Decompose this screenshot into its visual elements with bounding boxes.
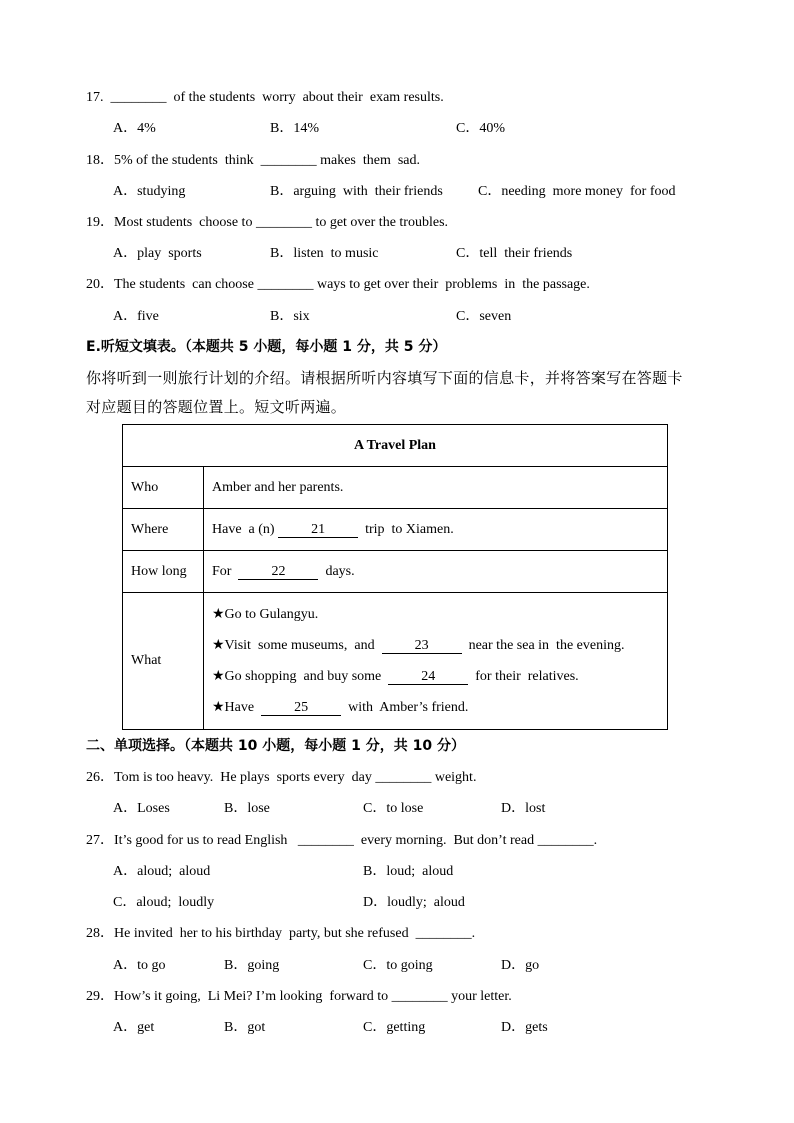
blank-21[interactable]: 21 [278,523,358,538]
q20-option-b: B．six [270,309,310,324]
what-item-3: ★Go shopping and buy some 24 for their relatives. [212,669,579,684]
q20-option-c: C．seven [456,309,512,324]
who-value: Amber and her parents. [204,467,668,509]
howlong-value: For 22 days. [204,551,668,593]
question-29: 29．How’s it going, Li Mei? I’m looking forward to ________ your letter. [86,989,512,1004]
q17-option-a: A．4% [113,121,156,136]
q29-option-b: B．got [224,1020,266,1035]
what-item-1: ★Go to Gulangyu. [212,607,319,622]
q26-option-c: C．to lose [363,801,424,816]
question-19: 19．Most students choose to ________ to get over the troubles. [86,215,449,230]
blank-23[interactable]: 23 [382,639,462,654]
q27-option-a: A．aloud; aloud [113,864,211,879]
q26-option-b: B．lose [224,801,270,816]
q19-option-b: B．listen to music [270,246,379,261]
blank-25[interactable]: 25 [261,701,341,716]
q28-option-c: C．to going [363,958,433,973]
question-28: 28．He invited her to his birthday party, but she refused ________. [86,926,476,941]
question-27: 27．It’s good for us to read English ________ every morning. But don’t read ________. [86,833,598,848]
q19-option-a: A．play sports [113,246,202,261]
section-e-title: E.听短文填表。（本题共 5 小题，每小题 1 分，共 5 分） [86,339,447,355]
q27-option-d: D．loudly; aloud [363,895,465,910]
where-value: Have a (n) 21 trip to Xiamen. [204,509,668,551]
q17-option-c: C．40% [456,121,505,136]
q27-option-b: B．loud; aloud [363,864,454,879]
travel-plan-table [122,424,668,730]
q17-option-b: B．14% [270,121,319,136]
question-17: 17. ________ of the students worry about their exam results. [86,90,444,105]
q28-option-a: A．to go [113,958,166,973]
travel-plan-title: A Travel Plan [123,425,668,467]
blank-24[interactable]: 24 [388,670,468,685]
q26-option-d: D．lost [501,801,546,816]
q18-option-a: A．studying [113,184,186,199]
what-item-2: ★Visit some museums, and 23 near the sea in the evening. [212,638,625,653]
section-e-instructions-line2: 对应题目的答题位置上。短文听两遍。 [86,398,347,416]
what-item-4: ★Have 25 with Amber’s friend. [212,700,469,715]
section-2-title: 二、单项选择。（本题共 10 小题，每小题 1 分，共 10 分） [86,738,465,754]
section-e-instructions-line1: 你将听到一则旅行计划的介绍。请根据所听内容填写下面的信息卡，并将答案写在答题卡 [86,369,683,387]
where-label: Where [123,509,204,551]
q18-option-c: C．needing more money for food [478,184,676,199]
q19-option-c: C．tell their friends [456,246,573,261]
q27-option-c: C．aloud; loudly [113,895,215,910]
what-label: What [123,593,204,730]
q28-option-d: D．go [501,958,540,973]
q20-option-a: A．five [113,309,159,324]
howlong-label: How long [123,551,204,593]
what-value [204,593,668,730]
q29-option-c: C．getting [363,1020,426,1035]
question-26: 26．Tom is too heavy. He plays sports every day ________ weight. [86,770,477,785]
blank-22[interactable]: 22 [238,565,318,580]
q29-option-a: A．get [113,1020,155,1035]
question-18: 18．5% of the students think ________ makes them sad. [86,153,421,168]
q26-option-a: A．Loses [113,801,170,816]
q18-option-b: B．arguing with their friends [270,184,443,199]
question-20: 20．The students can choose ________ ways to get over their problems in the passage. [86,277,590,292]
q29-option-d: D．gets [501,1020,548,1035]
who-label: Who [123,467,204,509]
q28-option-b: B．going [224,958,280,973]
